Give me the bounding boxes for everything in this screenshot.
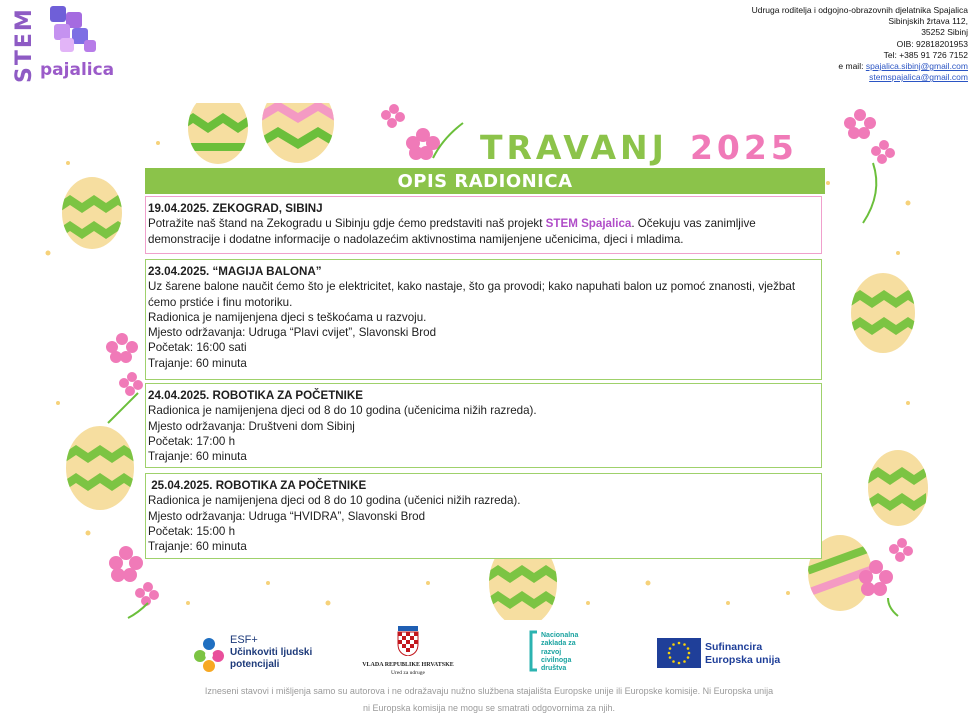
gov-name: VLADA REPUBLIKE HRVATSKE <box>362 662 454 668</box>
address-line: 35252 Sibinj <box>921 27 968 38</box>
eu-cofunded-line-1: Sufinancira <box>705 641 763 653</box>
organization-address <box>638 5 968 83</box>
eu-logo <box>657 638 797 670</box>
disclaimer-line-2: ni Europska komisija ne mogu se smatrati odgovornima za njih. <box>362 703 616 713</box>
address-line: OIB: 92818201953 <box>896 38 968 49</box>
event-card <box>145 473 822 559</box>
logo-stem-text: STEM <box>12 7 37 83</box>
event-line: Mjesto održavanja: Udruga “HVIDRA”, Slavonski Brod <box>148 509 426 523</box>
event-line: Početak: 16:00 sati <box>148 341 247 355</box>
event-line: Početak: 15:00 h <box>148 524 236 538</box>
foundation-name <box>541 632 578 673</box>
foundation-line: civilnoga <box>541 656 572 664</box>
national-foundation-logo <box>527 630 617 680</box>
section-title: OPIS RADIONICA <box>145 168 825 194</box>
disclaimer-line-1: Izneseni stavovi i mišljenja samo su autorova i ne odražavaju nužno službena stajališta Europske unije ili Europske komisije. Ni Europska unija <box>204 686 774 696</box>
email-link-2[interactable]: stemspajalica@gmail.com <box>869 72 968 83</box>
bracket-icon <box>527 630 541 672</box>
foundation-line: društva <box>541 665 567 673</box>
logo-name: pajalica <box>40 60 115 80</box>
address-line: Sibinjskih žrtava 112, <box>888 16 968 27</box>
project-name: STEM Spajalica <box>545 217 632 231</box>
event-card <box>145 196 822 254</box>
event-line: Radionica je namijenjena djeci s teškoćama u razvoju. <box>148 310 427 324</box>
address-line: Tel: +385 91 726 7152 <box>883 49 968 60</box>
email-row <box>638 61 968 72</box>
month-label: TRAVANJ <box>480 128 668 167</box>
logo-cube-icon <box>44 4 100 56</box>
address-line: Udruga roditelja i odgojno-obrazovnih djelatnika Spajalica <box>751 5 968 15</box>
event-line: Početak: 17:00 h <box>148 434 236 448</box>
event-title: 19.04.2025. ZEKOGRAD, SIBINJ <box>148 202 323 215</box>
email-link-1[interactable]: spajalica.sibinj@gmail.com <box>865 61 968 72</box>
esf-title: ESF+ <box>230 634 258 646</box>
event-line: Trajanje: 60 minuta <box>148 540 247 554</box>
event-text: . Očekuju vas zanimljive demonstracije i dodatne informacije o nadolazećim aktivnostima namijenjene učenicima, djeci i mladima. <box>148 217 756 246</box>
event-line: Radionica je namijenjena djeci od 8 do 10 godina (učenicima nižih razreda). <box>148 404 537 418</box>
event-title: 23.04.2025. “MAGIJA BALONA” <box>148 265 322 278</box>
event-card <box>145 259 822 380</box>
foundation-line: Nacionalna <box>541 632 579 639</box>
esf-flower-icon <box>192 636 226 672</box>
gov-office: Ured za udruge <box>391 670 425 676</box>
croatian-coat-of-arms-icon <box>396 626 420 656</box>
email-label: e mail: <box>838 61 864 72</box>
event-line: Uz šarene balone naučit ćemo što je elektricitet, kako nastaje, što ga provodi; kako napuhati balon uz pomoć znanosti, vježbat ćemo prstiće i finu motoriku. <box>148 280 796 309</box>
event-card <box>145 383 822 468</box>
foundation-line: zaklada za <box>541 640 576 648</box>
esf-subtitle-1: Učinkoviti ljudski <box>230 647 313 658</box>
event-text: Potražite naš štand na Zekogradu u Sibinju gdje ćemo predstaviti naš projekt <box>148 217 546 231</box>
year-label: 2025 <box>689 128 798 167</box>
event-description <box>148 216 815 247</box>
eu-flag-icon <box>657 638 701 668</box>
event-line: Mjesto održavanja: Društveni dom Sibinj <box>148 419 355 433</box>
event-line: Trajanje: 60 minuta <box>148 450 247 464</box>
poster-month-title <box>480 128 798 167</box>
foundation-line: razvoj <box>541 648 562 656</box>
esf-logo <box>192 634 322 674</box>
event-line: Mjesto održavanja: Udruga “Plavi cvijet”, Slavonski Brod <box>148 326 437 340</box>
esf-subtitle-2: potencijali <box>230 659 280 670</box>
event-title: 24.04.2025. ROBOTIKA ZA POČETNIKE <box>148 389 363 402</box>
croatian-government-logo <box>358 626 458 680</box>
event-line: Trajanje: 60 minuta <box>148 356 247 370</box>
event-title: 25.04.2025. ROBOTIKA ZA POČETNIKE <box>148 479 367 492</box>
eu-cofunded-line-2: Europska unija <box>705 654 781 666</box>
event-line: Radionica je namijenjena djeci od 8 do 10 godina (učenici nižih razreda). <box>148 494 521 508</box>
